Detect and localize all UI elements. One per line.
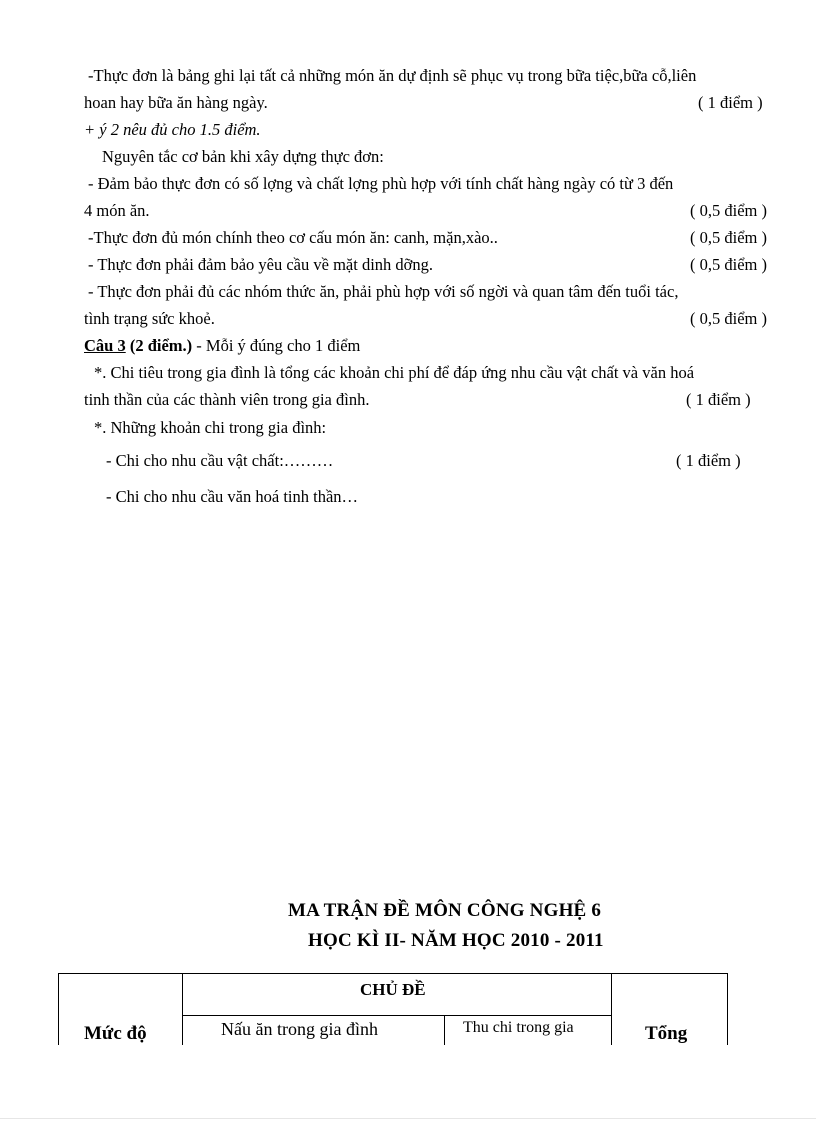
table-col-divider-1 [182, 973, 183, 1045]
table-col-divider-3 [611, 973, 612, 1045]
score-7: ( 1 điểm ) [676, 451, 741, 470]
question-3-rest: - Mỗi ý đúng cho 1 điểm [196, 336, 361, 355]
question-3-heading [84, 336, 360, 356]
answer-line-5: - Đảm bảo thực đơn có số lợng và chất lợng phù hợp với tính chất hàng ngày có từ 3 đến [88, 174, 674, 193]
score-6: ( 1 điểm ) [686, 390, 751, 409]
answer-line-2: hoan hay bữa ăn hàng ngày. [84, 93, 268, 112]
header-topic: CHỦ ĐỀ [360, 980, 426, 999]
answer-line-14: - Chi cho nhu cầu vật chất:……… [106, 451, 334, 470]
answer-line-9: - Thực đơn phải đủ các nhóm thức ăn, phải phù hợp với số ngời và quan tâm đến tuổi tác, [88, 282, 679, 301]
header-budget: Thu chi trong gia [463, 1019, 574, 1036]
table-col-divider-2 [444, 1015, 445, 1045]
answer-line-15: - Chi cho nhu cầu văn hoá tinh thần… [106, 487, 359, 506]
score-5: ( 0,5 điểm ) [690, 309, 767, 328]
matrix-table [58, 973, 728, 1045]
matrix-subtitle: HỌC KÌ II- NĂM HỌC 2010 - 2011 [308, 930, 604, 951]
answer-line-8: - Thực đơn phải đảm bảo yêu cầu về mặt dinh dỡng. [88, 255, 434, 274]
answer-line-12: tinh thần của các thành viên trong gia đình. [84, 390, 370, 409]
question-3-label: Câu 3 [84, 336, 126, 355]
table-top-border [58, 973, 728, 974]
table-inner-border [182, 1015, 611, 1016]
answer-line-11: *. Chi tiêu trong gia đình là tổng các khoản chi phí để đáp ứng nhu cầu vật chất và văn hoá [94, 363, 695, 382]
answer-line-6: 4 món ăn. [84, 201, 150, 220]
header-level: Mức độ [84, 1023, 147, 1044]
score-3: ( 0,5 điểm ) [690, 228, 767, 247]
header-cooking: Nấu ăn trong gia đình [221, 1019, 378, 1039]
score-4: ( 0,5 điểm ) [690, 255, 767, 274]
matrix-title: MA TRẬN ĐỀ MÔN CÔNG NGHỆ 6 [288, 900, 602, 921]
answer-line-3: + ý 2 nêu đủ cho 1.5 điểm. [84, 120, 261, 139]
page-bottom-divider [0, 1118, 816, 1119]
answer-line-1: -Thực đơn là bảng ghi lại tất cả những món ăn dự định sẽ phục vụ trong bữa tiệc,bữa cỗ,liên [88, 66, 697, 85]
answer-line-7: -Thực đơn đủ món chính theo cơ cấu món ăn: canh, mặn,xào.. [88, 228, 498, 247]
table-left-border [58, 973, 59, 1045]
answer-line-10: tình trạng sức khoẻ. [84, 309, 215, 328]
answer-line-4: Nguyên tắc cơ bản khi xây dựng thực đơn: [102, 147, 384, 166]
question-3-points: (2 điểm.) [129, 336, 193, 355]
header-total: Tổng [645, 1023, 688, 1044]
table-right-border [727, 973, 728, 1045]
score-1: ( 1 điểm ) [698, 93, 763, 112]
answer-line-13: *. Những khoản chi trong gia đình: [94, 418, 327, 437]
score-2: ( 0,5 điểm ) [690, 201, 767, 220]
